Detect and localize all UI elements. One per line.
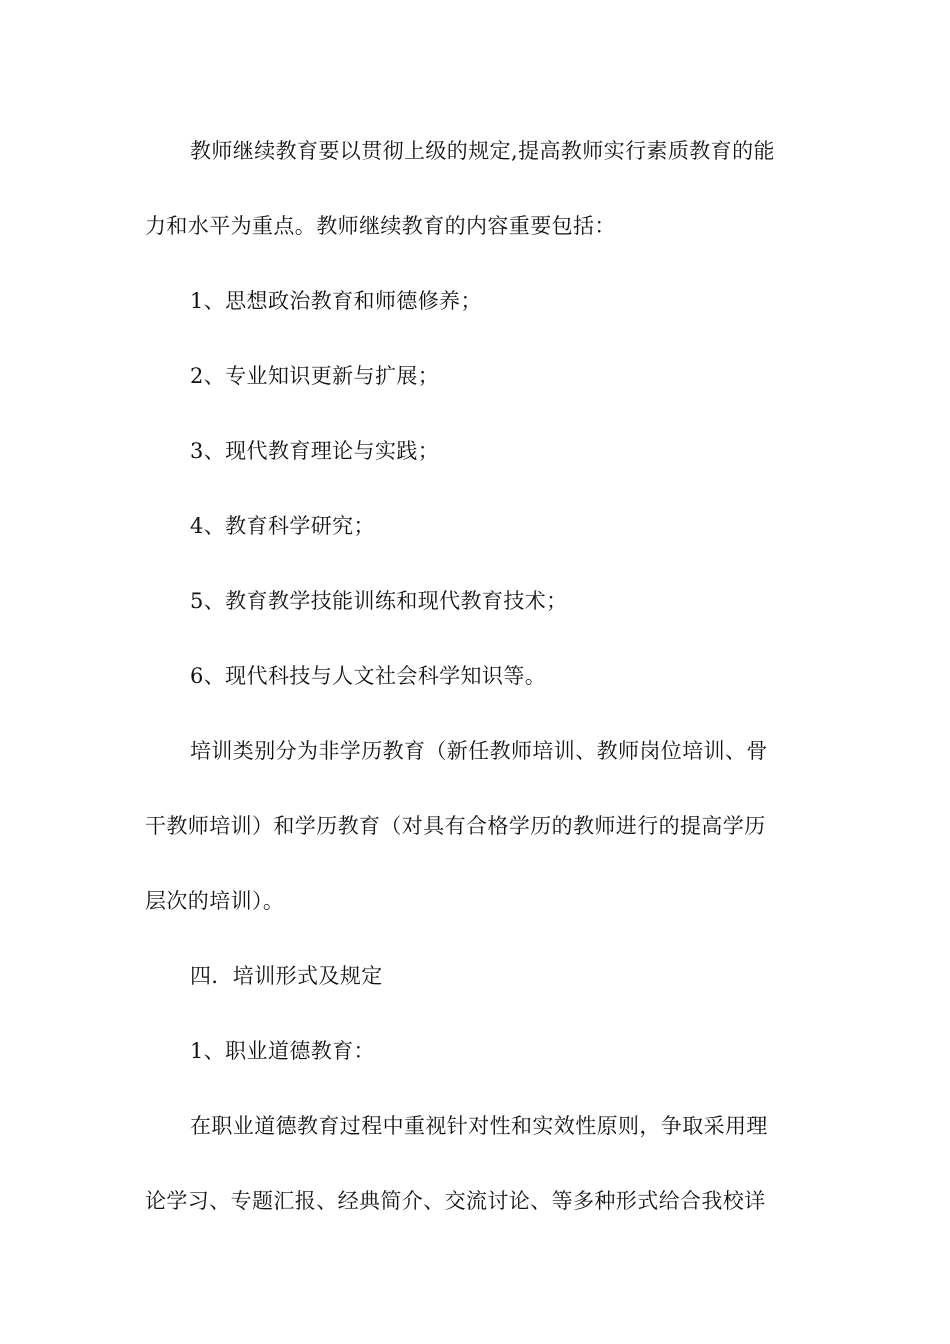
section-heading: 四．培训形式及规定 bbox=[190, 964, 383, 988]
subsection-heading: 1、职业道德教育： bbox=[190, 1039, 375, 1063]
paragraph-line: 层次的培训）。 bbox=[145, 889, 285, 913]
list-item: 5、教育教学技能训练和现代教育技术； bbox=[190, 589, 568, 613]
list-item: 1、思想政治教育和师德修养； bbox=[190, 289, 482, 313]
paragraph-line: 教师继续教育要以贯彻上级的规定,提高教师实行素质教育的能 bbox=[190, 139, 775, 163]
list-item: 3、现代教育理论与实践； bbox=[190, 439, 440, 463]
paragraph-line: 在职业道德教育过程中重视针对性和实效性原则，争取采用理 bbox=[190, 1114, 768, 1138]
paragraph-line: 力和水平为重点。教师继续教育的内容重要包括： bbox=[145, 214, 616, 238]
paragraph-line: 干教师培训）和学历教育（对具有合格学历的教师进行的提高学历 bbox=[145, 814, 766, 838]
list-item: 6、现代科技与人文社会科学知识等。 bbox=[190, 664, 547, 688]
paragraph-line: 培训类别分为非学历教育（新任教师培训、教师岗位培训、骨 bbox=[190, 739, 768, 763]
paragraph-line: 论学习、专题汇报、经典简介、交流讨论、等多种形式给合我校详 bbox=[145, 1189, 766, 1213]
list-item: 2、专业知识更新与扩展； bbox=[190, 364, 440, 388]
list-item: 4、教育科学研究； bbox=[190, 514, 375, 538]
